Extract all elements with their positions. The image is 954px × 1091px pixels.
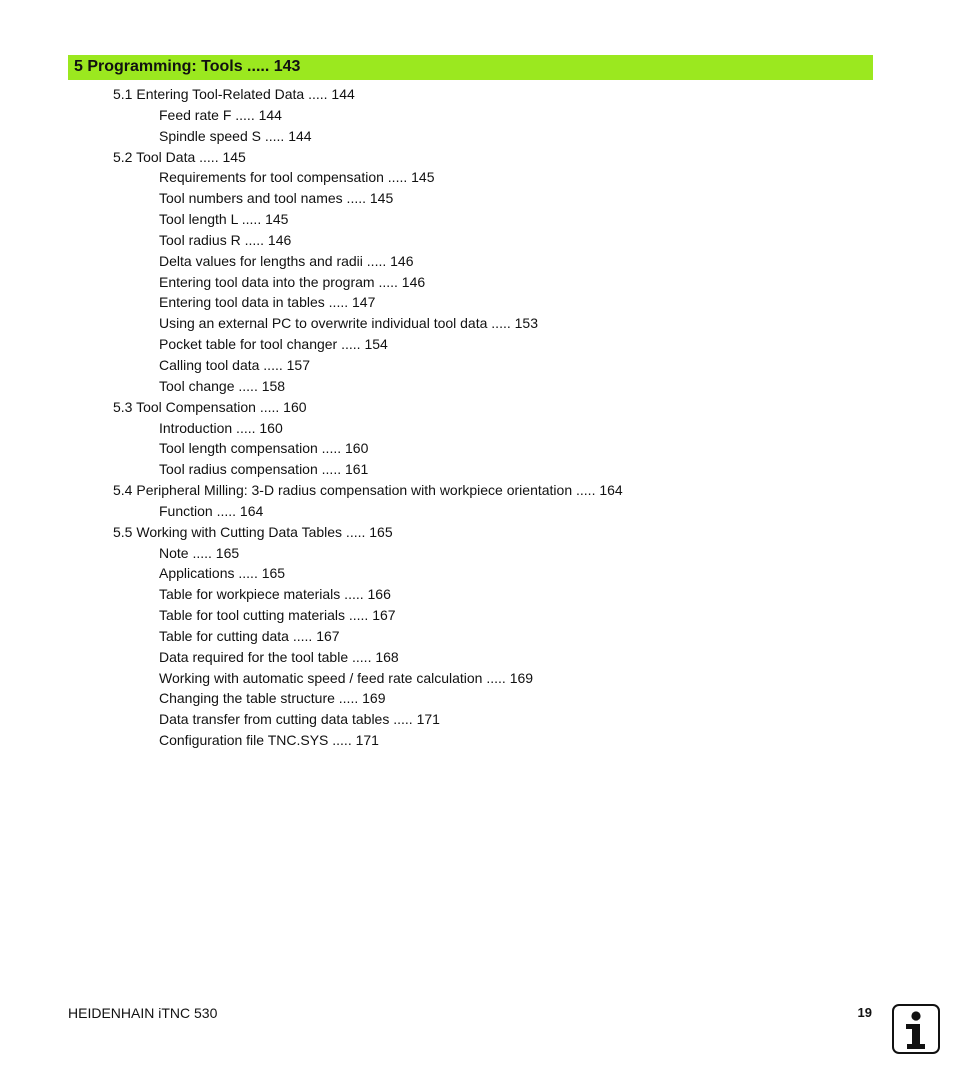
toc-subsection-entry[interactable]: Calling tool data ..... 157 bbox=[159, 356, 310, 373]
toc-subsection-entry[interactable]: Table for workpiece materials ..... 166 bbox=[159, 586, 391, 603]
info-icon bbox=[892, 1004, 940, 1054]
toc-subsection-entry[interactable]: Entering tool data into the program ..... 146 bbox=[159, 273, 426, 290]
toc-subsection-entry[interactable]: Function ..... 164 bbox=[159, 502, 264, 519]
chapter-title[interactable]: 5 Programming: Tools ..... 143 bbox=[74, 58, 301, 75]
footer-product-name: HEIDENHAIN iTNC 530 bbox=[68, 1005, 218, 1021]
toc-subsection-entry[interactable]: Using an external PC to overwrite individual tool data ..... 153 bbox=[159, 315, 538, 332]
toc-subsection-entry[interactable]: Delta values for lengths and radii ..... 146 bbox=[159, 252, 414, 269]
toc-section-entry[interactable]: 5.5 Working with Cutting Data Tables ..... 165 bbox=[113, 523, 393, 540]
toc-section-entry[interactable]: 5.2 Tool Data ..... 145 bbox=[113, 148, 246, 165]
toc-subsection-entry[interactable]: Entering tool data in tables ..... 147 bbox=[159, 294, 376, 311]
toc-subsection-entry[interactable]: Tool length compensation ..... 160 bbox=[159, 440, 369, 457]
toc-subsection-entry[interactable]: Requirements for tool compensation ..... 145 bbox=[159, 169, 435, 186]
toc-subsection-entry[interactable]: Working with automatic speed / feed rate calculation ..... 169 bbox=[159, 669, 534, 686]
toc-subsection-entry[interactable]: Note ..... 165 bbox=[159, 544, 240, 561]
toc-subsection-entry[interactable]: Tool numbers and tool names ..... 145 bbox=[159, 190, 394, 207]
toc-subsection-entry[interactable]: Spindle speed S ..... 144 bbox=[159, 127, 312, 144]
toc-subsection-entry[interactable]: Data required for the tool table ..... 168 bbox=[159, 648, 399, 665]
page-number: 19 bbox=[857, 1005, 872, 1020]
toc-subsection-entry[interactable]: Data transfer from cutting data tables ..... 171 bbox=[159, 711, 440, 728]
toc-subsection-entry[interactable]: Feed rate F ..... 144 bbox=[159, 106, 282, 123]
toc-section-entry[interactable]: 5.1 Entering Tool-Related Data ..... 144 bbox=[113, 86, 355, 102]
chapter-header-bar bbox=[68, 55, 873, 80]
toc-subsection-entry[interactable]: Table for tool cutting materials ..... 167 bbox=[159, 607, 396, 624]
toc-subsection-entry[interactable]: Configuration file TNC.SYS ..... 171 bbox=[159, 732, 379, 749]
toc-subsection-entry[interactable]: Introduction ..... 160 bbox=[159, 419, 283, 436]
toc-section-entry[interactable]: 5.4 Peripheral Milling: 3-D radius compensation with workpiece orientation ..... 164 bbox=[113, 482, 623, 499]
toc-subsection-entry[interactable]: Pocket table for tool changer ..... 154 bbox=[159, 336, 388, 353]
toc-subsection-entry[interactable]: Applications ..... 165 bbox=[159, 565, 286, 582]
toc-subsection-entry[interactable]: Tool radius R ..... 146 bbox=[159, 231, 292, 248]
toc-subsection-entry[interactable]: Tool radius compensation ..... 161 bbox=[159, 461, 369, 478]
table-of-contents bbox=[0, 84, 954, 751]
toc-section-entry[interactable]: 5.3 Tool Compensation ..... 160 bbox=[113, 398, 307, 415]
info-icon-glyph bbox=[894, 1006, 938, 1052]
toc-subsection-entry[interactable]: Changing the table structure ..... 169 bbox=[159, 690, 386, 707]
toc-subsection-entry[interactable]: Tool change ..... 158 bbox=[159, 377, 286, 394]
toc-subsection-entry[interactable]: Tool length L ..... 145 bbox=[159, 211, 289, 228]
toc-subsection-entry[interactable]: Table for cutting data ..... 167 bbox=[159, 627, 340, 644]
